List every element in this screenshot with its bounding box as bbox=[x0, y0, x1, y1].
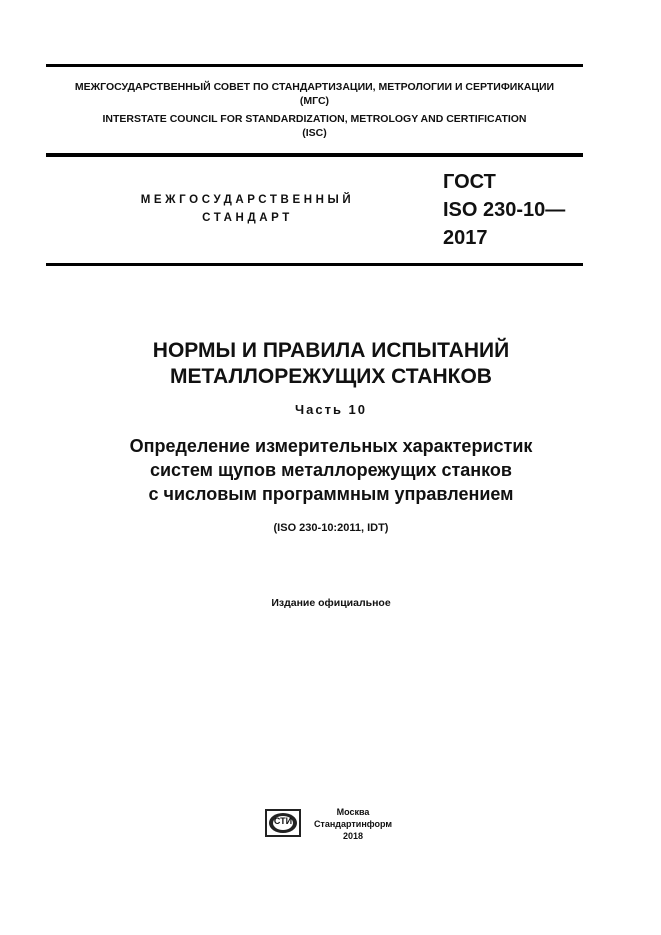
edition-label: Издание официальное bbox=[271, 597, 391, 609]
subtitle-line2: систем щупов металлорежущих станков bbox=[149, 460, 512, 480]
gost-designation-line3: 2017 bbox=[443, 227, 488, 249]
part-label: Часть 10 bbox=[294, 402, 368, 417]
gost-designation-line1: ГОСТ bbox=[443, 171, 496, 193]
subtitle-line3: с числовым программным управлением bbox=[148, 484, 514, 504]
council-ru-line1: МЕЖГОСУДАРСТВЕННЫЙ СОВЕТ ПО СТАНДАРТИЗАЦИИ, МЕТРОЛОГИИ И СЕРТИФИКАЦИИ bbox=[74, 81, 555, 93]
council-en-line1: INTERSTATE COUNCIL FOR STANDARDIZATION, METROLOGY AND CERTIFICATION bbox=[102, 113, 527, 125]
iso-reference: (ISO 230-10:2011, IDT) bbox=[273, 522, 389, 534]
gost-designation-line2: ISO 230-10— bbox=[443, 199, 566, 221]
standard-kind-line2: СТАНДАРТ bbox=[202, 212, 293, 224]
publisher-city: Москва bbox=[336, 807, 370, 817]
standard-rule bbox=[46, 263, 583, 266]
title-line2: МЕТАЛЛОРЕЖУЩИХ СТАНКОВ bbox=[170, 365, 492, 388]
subtitle-line1: Определение измерительных характеристик bbox=[129, 436, 533, 456]
title-line1: НОРМЫ И ПРАВИЛА ИСПЫТАНИЙ bbox=[152, 339, 510, 362]
council-en-line2: (ISC) bbox=[302, 127, 327, 139]
standard-kind-line1: МЕЖГОСУДАРСТВЕННЫЙ bbox=[140, 194, 355, 206]
top-rule bbox=[46, 64, 583, 67]
publisher-name: Стандартинформ bbox=[313, 819, 393, 829]
publisher-year: 2018 bbox=[342, 831, 364, 841]
council-ru-line2: (МГС) bbox=[299, 95, 330, 107]
publisher-logo-text: СТИ bbox=[273, 816, 293, 826]
publisher-logo-icon bbox=[265, 809, 301, 837]
header-rule bbox=[46, 153, 583, 157]
